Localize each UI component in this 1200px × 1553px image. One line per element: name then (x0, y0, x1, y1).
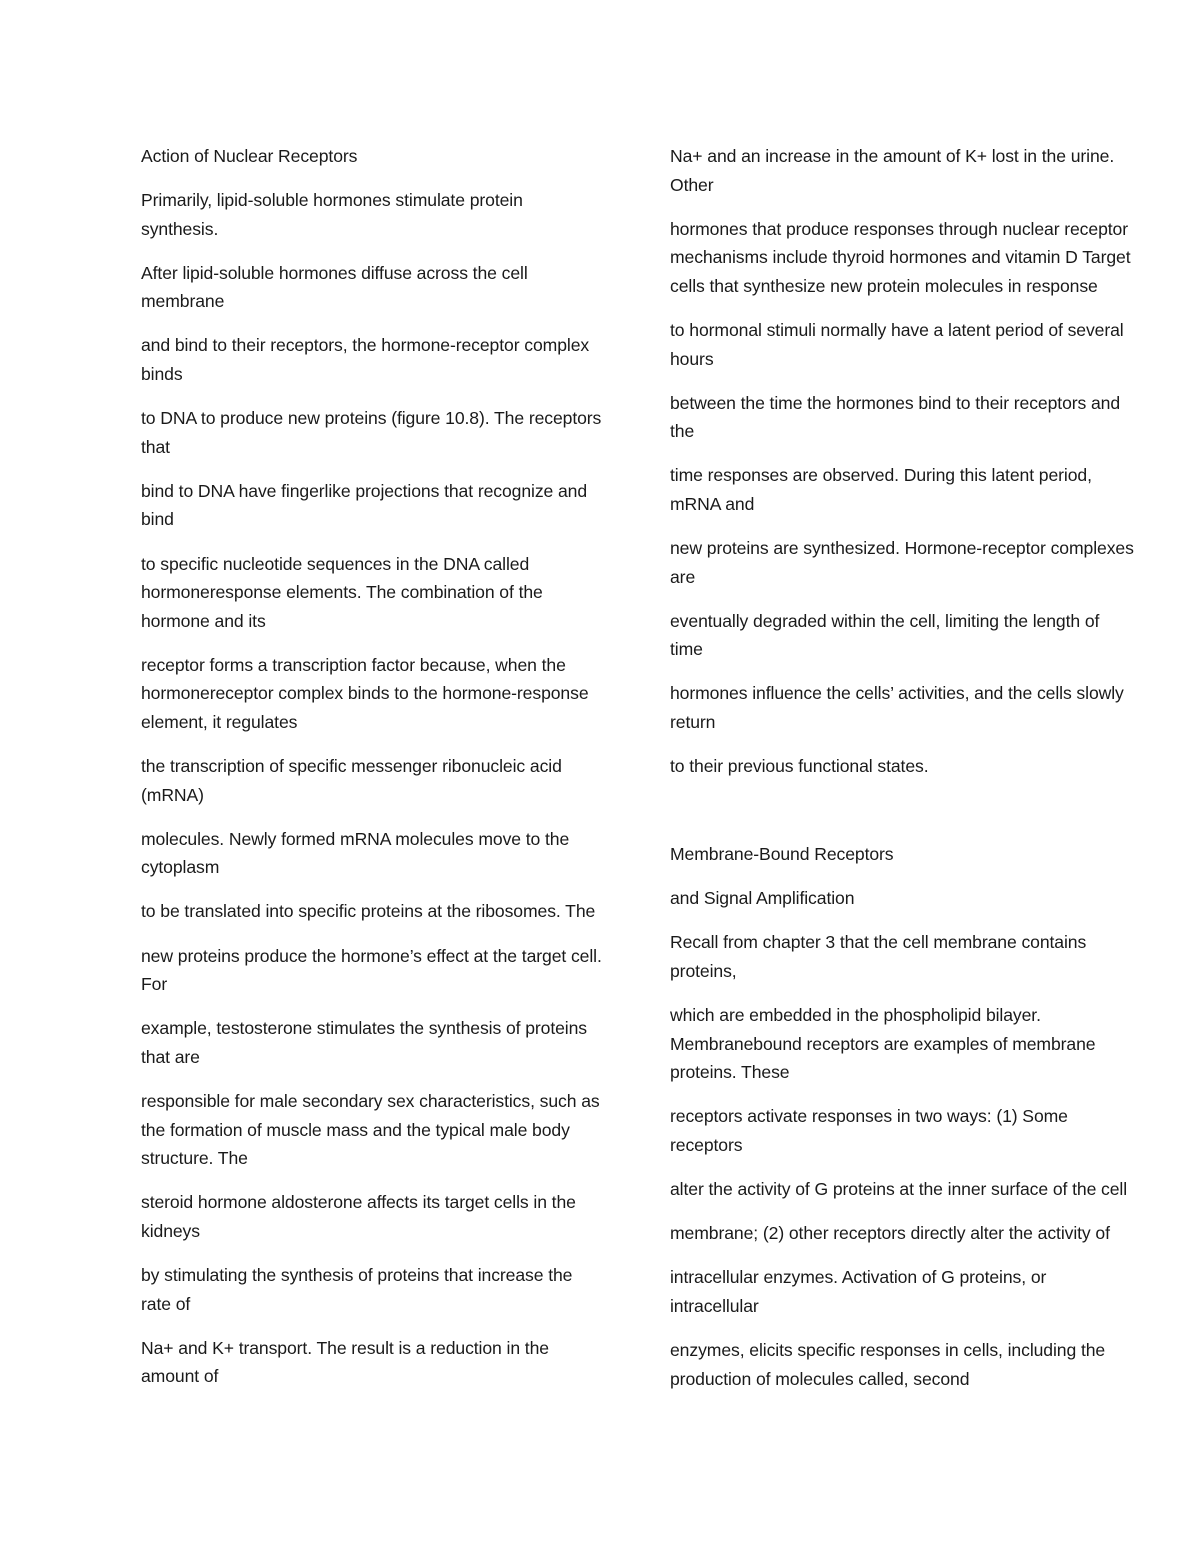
paragraph: responsible for male secondary sex characteristics, such as the formation of muscle mass and the typical male body structure. The (141, 1090, 600, 1169)
paragraph: time responses are observed. During this latent period, mRNA and (670, 465, 1092, 514)
paragraph: hormones that produce responses through nuclear receptor mechanisms include thyroid hormones and vitamin D Target cells that synthesize new protein molecules in response (670, 218, 1131, 296)
section-subheading-signal-amplification: and Signal Amplification (670, 888, 855, 909)
right-column (670, 142, 1136, 1409)
paragraph: new proteins produce the hormone’s effect at the target cell. For (141, 945, 602, 995)
paragraph: to DNA to produce new proteins (figure 10.8). The receptors that (141, 408, 602, 457)
section-heading-membrane-bound-receptors: Membrane-Bound Receptors (670, 844, 894, 865)
paragraph: bind to DNA have fingerlike projections that recognize and bind (141, 480, 588, 530)
paragraph: and bind to their receptors, the hormone-receptor complex binds (141, 335, 590, 385)
paragraph: new proteins are synthesized. Hormone-receptor complexes are (670, 538, 1134, 587)
paragraph: between the time the hormones bind to their receptors and the (670, 392, 1121, 442)
paragraph: enzymes, elicits specific responses in cells, including the production of molecules called, second (670, 1339, 1106, 1389)
paragraph: After lipid-soluble hormones diffuse across the cell membrane (141, 262, 528, 312)
paragraph: to specific nucleotide sequences in the DNA called hormoneresponse elements. The combination of the hormone and its (141, 553, 543, 631)
left-column (141, 142, 603, 1406)
paragraph: to be translated into specific proteins at the ribosomes. The (141, 901, 596, 922)
paragraph: steroid hormone aldosterone affects its target cells in the kidneys (141, 1192, 576, 1241)
paragraph: membrane; (2) other receptors directly alter the activity of (670, 1223, 1110, 1244)
paragraph: hormones influence the cells’ activities, and the cells slowly return (670, 683, 1124, 732)
paragraph: by stimulating the synthesis of proteins that increase the rate of (141, 1264, 573, 1314)
paragraph: eventually degraded within the cell, limiting the length of time (670, 610, 1100, 660)
section-gap (670, 796, 1136, 840)
section-heading-nuclear-receptors: Action of Nuclear Receptors (141, 146, 358, 166)
paragraph: the transcription of specific messenger ribonucleic acid (mRNA) (141, 756, 562, 805)
paragraph: alter the activity of G proteins at the inner surface of the cell (670, 1179, 1128, 1200)
paragraph: which are embedded in the phospholipid bilayer. Membranebound receptors are examples of membrane proteins. These (670, 1005, 1096, 1083)
paragraph: Recall from chapter 3 that the cell membrane contains proteins, (670, 932, 1087, 981)
paragraph: Primarily, lipid-soluble hormones stimulate protein synthesis. (141, 190, 523, 239)
paragraph: molecules. Newly formed mRNA molecules move to the cytoplasm (141, 828, 570, 878)
paragraph: intracellular enzymes. Activation of G proteins, or intracellular (670, 1267, 1047, 1316)
paragraph: to their previous functional states. (670, 756, 929, 777)
paragraph: Na+ and K+ transport. The result is a reduction in the amount of (141, 1337, 549, 1387)
paragraph: Na+ and an increase in the amount of K+ lost in the urine. Other (670, 146, 1115, 195)
paragraph: to hormonal stimuli normally have a latent period of several hours (670, 319, 1124, 369)
paragraph: receptor forms a transcription factor because, when the hormonereceptor complex binds to the hormone-response element, it regulates (141, 654, 589, 732)
paragraph: example, testosterone stimulates the synthesis of proteins that are (141, 1018, 588, 1067)
paragraph: receptors activate responses in two ways: (1) Some receptors (670, 1106, 1068, 1155)
